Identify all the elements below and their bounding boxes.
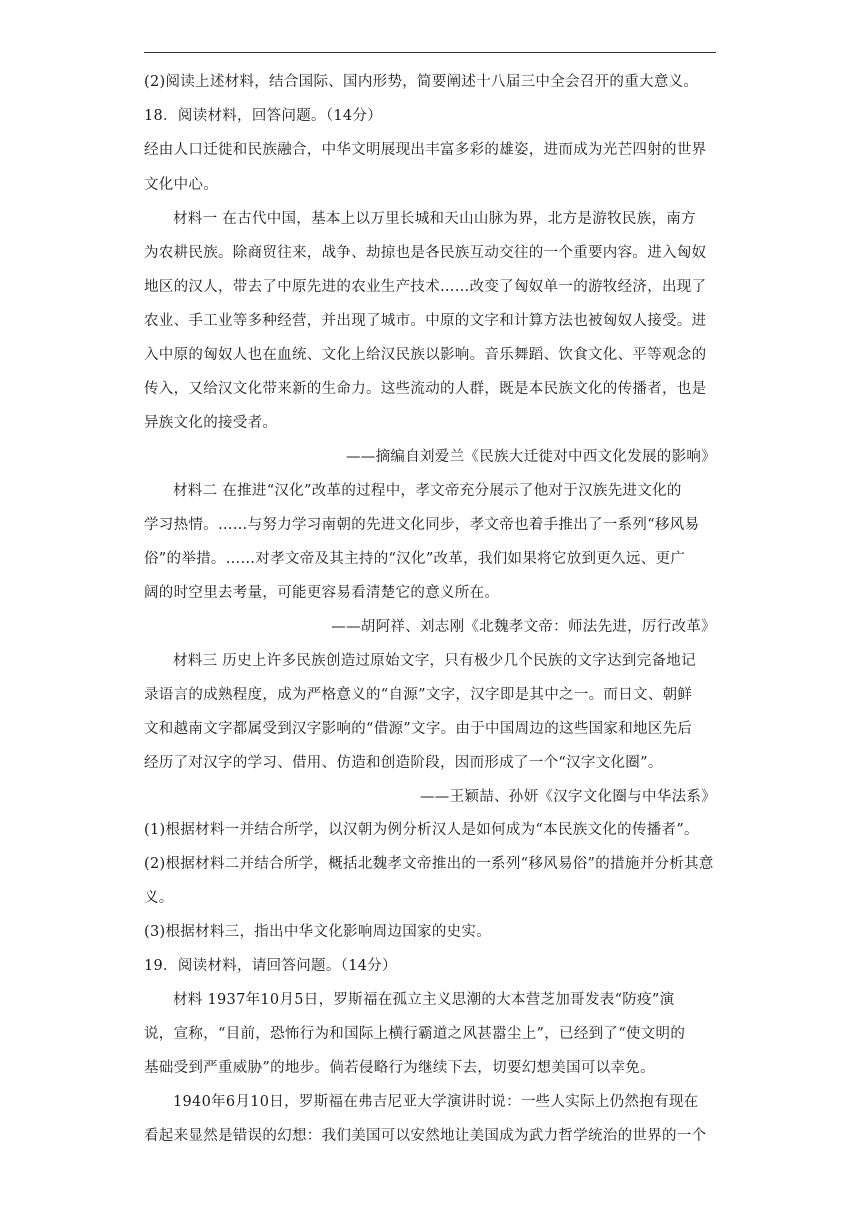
intro-line: 经由人口迁徙和民族融合，中华文明展现出丰富多彩的雄姿，进而成为光芒四射的世界	[144, 142, 707, 158]
material-3-source: ——王颖喆、孙妍《汉字文化圈与中华法系》	[420, 789, 716, 805]
material-3-line: 材料三 历史上许多民族创造过原始文字，只有极少几个民族的文字达到完备地记	[173, 653, 696, 669]
material-1-line: 地区的汉人，带去了中原先进的农业生产技术……改变了匈奴单一的游牧经济，出现了	[144, 279, 707, 295]
material-3-line: 经历了对汉字的学习、借用、仿造和创造阶段，因而形成了一个“汉字文化圈”。	[144, 755, 663, 771]
material-3-line: 录语言的成熟程度，成为严格意义的“自源”文字，汉字即是其中之一。而日文、朝鲜	[144, 687, 693, 703]
question-18-1: (1)根据材料一并结合所学，以汉朝为例分析汉人是如何成为“本民族文化的传播者”。	[144, 822, 699, 838]
top-rule	[144, 52, 716, 53]
question-18-3: (3)根据材料三，指出中华文化影响周边国家的史实。	[144, 924, 492, 940]
material-19-line: 基础受到严重威胁”的地步。倘若侵略行为继续下去，切要幻想美国可以幸免。	[144, 1060, 655, 1076]
material-1-line: 材料一 在古代中国，基本上以万里长城和天山山脉为界，北方是游牧民族，南方	[173, 211, 696, 227]
material-2-line: 阔的时空里去考量，可能更容易看清楚它的意义所在。	[144, 585, 500, 601]
material-19-line: 看起来显然是错误的幻想：我们美国可以安然地让美国成为武力哲学统治的世界的一个	[144, 1128, 707, 1144]
material-19-line: 1940年6月10日，罗斯福在弗吉尼亚大学演讲时说：一些人实际上仍然抱有现在	[173, 1094, 699, 1110]
material-1-line: 入中原的匈奴人也在血统、文化上给汉民族以影响。音乐舞蹈、饮食文化、平等观念的	[144, 347, 707, 363]
material-1-source: ——摘编自刘爱兰《民族大迁徙对中西文化发展的影响》	[346, 449, 716, 465]
material-1-line: 农业、手工业等多种经营，并出现了城市。中原的文字和计算方法也被匈奴人接受。进	[144, 313, 707, 329]
question-18-heading: 18．阅读材料，回答问题。（14分）	[144, 108, 383, 124]
material-2-line: 材料二 在推进“汉化”改革的过程中，孝文帝充分展示了他对于汉族先进文化的	[173, 483, 682, 499]
material-19-line: 材料 1937年10月5日，罗斯福在孤立主义思潮的大本营芝加哥发表“防疫”演	[173, 992, 675, 1008]
material-2-source: ——胡阿祥、刘志刚《北魏孝文帝：师法先进，厉行改革》	[331, 619, 716, 635]
material-3-line: 文和越南文字都属受到汉字影响的“借源”文字。由于中国周边的这些国家和地区先后	[144, 721, 693, 737]
intro-line: 文化中心。	[144, 177, 218, 193]
material-2-line: 俗”的举措。……对孝文帝及其主持的“汉化”改革，我们如果将它放到更久远、更广	[144, 551, 686, 567]
question-18-2: (2)根据材料二并结合所学，概括北魏孝文帝推出的一系列“移风易俗”的措施并分析其意	[144, 856, 714, 872]
question-18-2-cont: 义。	[144, 890, 174, 906]
question-17-2: (2)阅读上述材料，结合国际、国内形势，简要阐述十八届三中全会召开的重大意义。	[144, 74, 699, 90]
material-1-line: 为农耕民族。除商贸往来，战争、劫掠也是各民族互动交往的一个重要内容。进入匈奴	[144, 245, 707, 261]
material-19-line: 说，宣称，“目前，恐怖行为和国际上横行霸道之风甚嚣尘上”，已经到了“使文明的	[144, 1026, 686, 1042]
material-1-line: 异族文化的接受者。	[144, 415, 278, 431]
question-19-heading: 19．阅读材料，请回答问题。（14分）	[144, 958, 397, 974]
material-1-line: 传入，又给汉文化带来新的生命力。这些流动的人群，既是本民族文化的传播者，也是	[144, 381, 707, 397]
material-2-line: 学习热情。……与努力学习南朝的先进文化同步，孝文帝也着手推出了一系列“移风易	[144, 517, 700, 533]
